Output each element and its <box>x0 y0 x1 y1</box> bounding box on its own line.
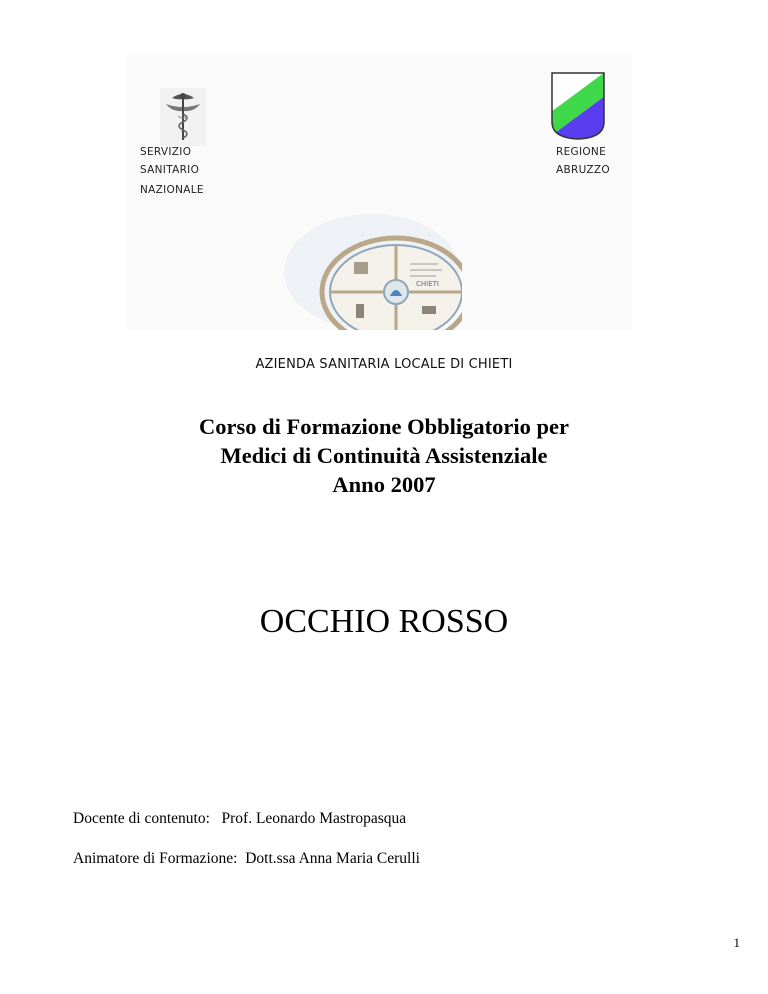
credit-docente-label: Docente di contenuto: <box>73 810 210 827</box>
regione-line-1: REGIONE <box>556 146 607 158</box>
course-title-line-1: Corso di Formazione Obbligatorio per <box>199 414 569 439</box>
ssn-line-1: SERVIZIO <box>140 146 192 158</box>
course-title-line-3: Anno 2007 <box>332 472 436 497</box>
page-number: 1 <box>733 935 740 950</box>
credit-animatore-value: Dott.ssa Anna Maria Cerulli <box>245 850 420 867</box>
main-title: OCCHIO ROSSO <box>259 603 509 640</box>
emblem-chieti-text: CHIETI <box>416 280 439 288</box>
regione-line-2: ABRUZZO <box>556 164 610 176</box>
caduceus-emblem-icon <box>160 88 206 146</box>
regione-abruzzo-shield-icon <box>551 72 605 140</box>
credit-animatore-label: Animatore di Formazione: <box>73 850 238 867</box>
org-name: AZIENDA SANITARIA LOCALE DI CHIETI <box>255 357 513 372</box>
asl-chieti-emblem <box>282 210 462 330</box>
ssn-line-3: NAZIONALE <box>140 184 204 196</box>
credit-animatore <box>73 850 420 868</box>
credit-docente <box>73 810 406 828</box>
header-banner <box>127 55 632 330</box>
credit-docente-value: Prof. Leonardo Mastropasqua <box>221 810 407 827</box>
ssn-line-2: SANITARIO <box>140 164 200 176</box>
course-title-line-2: Medici di Continuità Assistenziale <box>220 443 548 468</box>
